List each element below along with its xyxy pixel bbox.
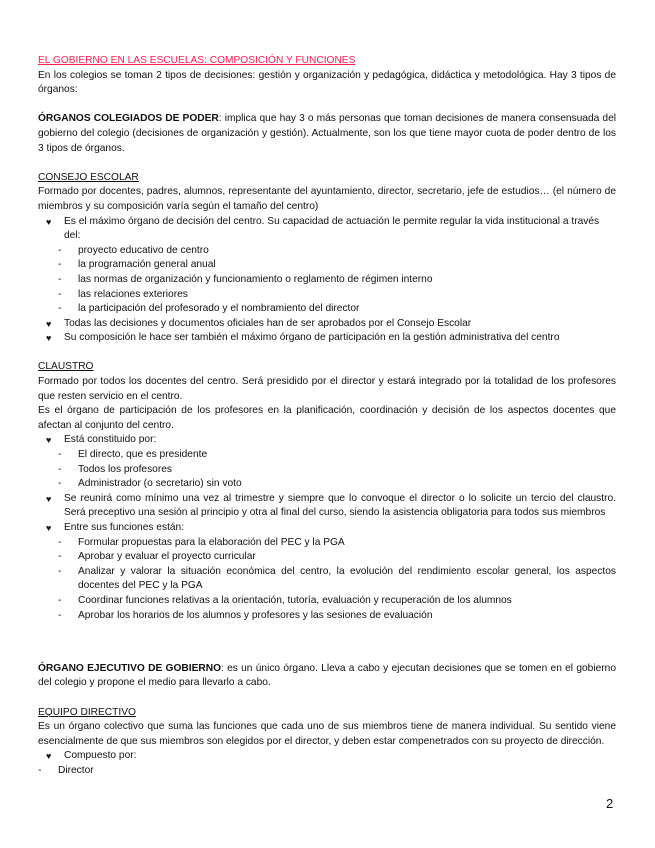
heart-bullet-icon: ♥ — [46, 216, 52, 227]
section-title: EL GOBIERNO EN LAS ESCUELAS: COMPOSICIÓN Y FUNCIONES — [38, 55, 356, 66]
dash-item: - El directo, que es presidente — [58, 449, 208, 461]
consejo-heading: CONSEJO ESCOLAR — [38, 171, 139, 183]
colegiados-paragraph — [38, 112, 616, 156]
dash-item: - las normas de organización y funcionamiento o reglamento de régimen interno — [58, 273, 433, 285]
dash-item: - la programación general anual — [58, 259, 216, 271]
dash-item: - Analizar y valorar la situación económica del centro, la evolución del rendimiento escolar general, los aspectos docentes del PEC y la PGA — [58, 565, 616, 592]
claustro-text-1: Formado por todos los docentes del centro. Será presidido por el director y estará integrado por la totalidad de los profesores que resten servicio en el centro. — [38, 376, 616, 402]
document-page — [38, 54, 616, 779]
heart-bullet-icon: ♥ — [46, 435, 52, 446]
dash-item: - Coordinar funciones relativas a la orientación, tutoría, evaluación y recuperación de los alumnos — [58, 594, 512, 606]
bullet-item: ♥ Se reunirá como mínimo una vez al trimestre y siempre que lo convoque el director o lo solicite un tercio del claustro. Será preceptivo una sesión al principio y otra al final del curso, siendo la asistencia obligatoria para todos sus miembros — [46, 492, 616, 519]
ejecutivo-paragraph — [38, 662, 616, 691]
bullet-item: ♥ Su composición le hace ser también el máximo órgano de participación en la gestión administrativa del centro — [38, 331, 616, 346]
equipo-heading: EQUIPO DIRECTIVO — [38, 706, 136, 718]
dash-item: - proyecto educativo de centro — [58, 244, 209, 256]
colegiados-heading: ÓRGANOS COLEGIADOS DE PODER — [38, 113, 219, 125]
heart-bullet-icon: ♥ — [46, 523, 52, 533]
dash-item: - la participación del profesorado y el nombramiento del director — [58, 303, 360, 315]
equipo-text: Es un órgano colectivo que suma las funciones que cada uno de sus miembros tiene de manera individual. Su sentido viene esencialmente de que sus miembros son elegidos por el director, y deben estar compenetrados con su proyecto de dirección. — [38, 721, 616, 747]
dash-item: - Aprobar los horarios de los alumnos y profesores y las sesiones de evaluación — [58, 609, 433, 621]
ejecutivo-text: : es un único órgano. Lleva a cabo y ejecutan decisiones que se tomen en el gobierno del colegio y propone el medio para llevarlo a cabo. — [38, 662, 616, 689]
bullet-item: ♥ Compuesto por: — [38, 749, 616, 764]
dash-item: - las relaciones exteriores — [58, 288, 188, 300]
bullet-item: ♥ Todas las decisiones y documentos oficiales han de ser aprobados por el Consejo Escolar — [38, 317, 616, 332]
heart-bullet-icon: ♥ — [46, 318, 52, 329]
ejecutivo-heading: ÓRGANO EJECUTIVO DE GOBIERNO — [38, 662, 222, 674]
consejo-text: Formado por docentes, padres, alumnos, representante del ayuntamiento, director, secretario, jefe de estudios… (el número de miembros y su composición varía según el tamaño del centro) — [38, 186, 616, 212]
dash-item: - Todos los profesores — [58, 463, 172, 475]
colegiados-text: : implica que hay 3 o más personas que toman decisiones de manera consensuada del gobierno del colegio (decisiones de organización y gestión). Actualmente, son los que tiene mayor cuota de poder dentro de los 3 tipos de órganos. — [38, 113, 617, 154]
heart-bullet-icon: ♥ — [46, 333, 52, 344]
bullet-item: ♥ Entre sus funciones están: — [38, 521, 616, 536]
dash-item: - Administrador (o secretario) sin voto — [58, 478, 242, 490]
claustro-text-2: Es el órgano de participación de los profesores en la planificación, coordinación y decisión de los aspectos docentes que afectan al conjunto del centro. — [38, 405, 616, 431]
bullet-item: ♥ Es el máximo órgano de decisión del centro. Su capacidad de actuación le permite regular la vida institucional a través del: — [46, 215, 600, 242]
heart-bullet-icon: ♥ — [46, 751, 52, 762]
claustro-heading: CLAUSTRO — [38, 361, 94, 373]
dash-item: - Aprobar y evaluar el proyecto curricular — [58, 551, 256, 563]
heart-bullet-icon: ♥ — [46, 493, 52, 504]
intro-paragraph: En los colegios se toman 2 tipos de decisiones: gestión y organización y pedagógica, didáctica y metodológica. Hay 3 tipos de órganos: — [38, 69, 616, 96]
dash-item: - Formular propuestas para la elaboración del PEC y la PGA — [58, 536, 345, 548]
bullet-item: ♥ Está constituido por: — [38, 433, 616, 448]
dash-item: - Director — [38, 764, 94, 776]
page-number: 2 — [606, 796, 614, 811]
